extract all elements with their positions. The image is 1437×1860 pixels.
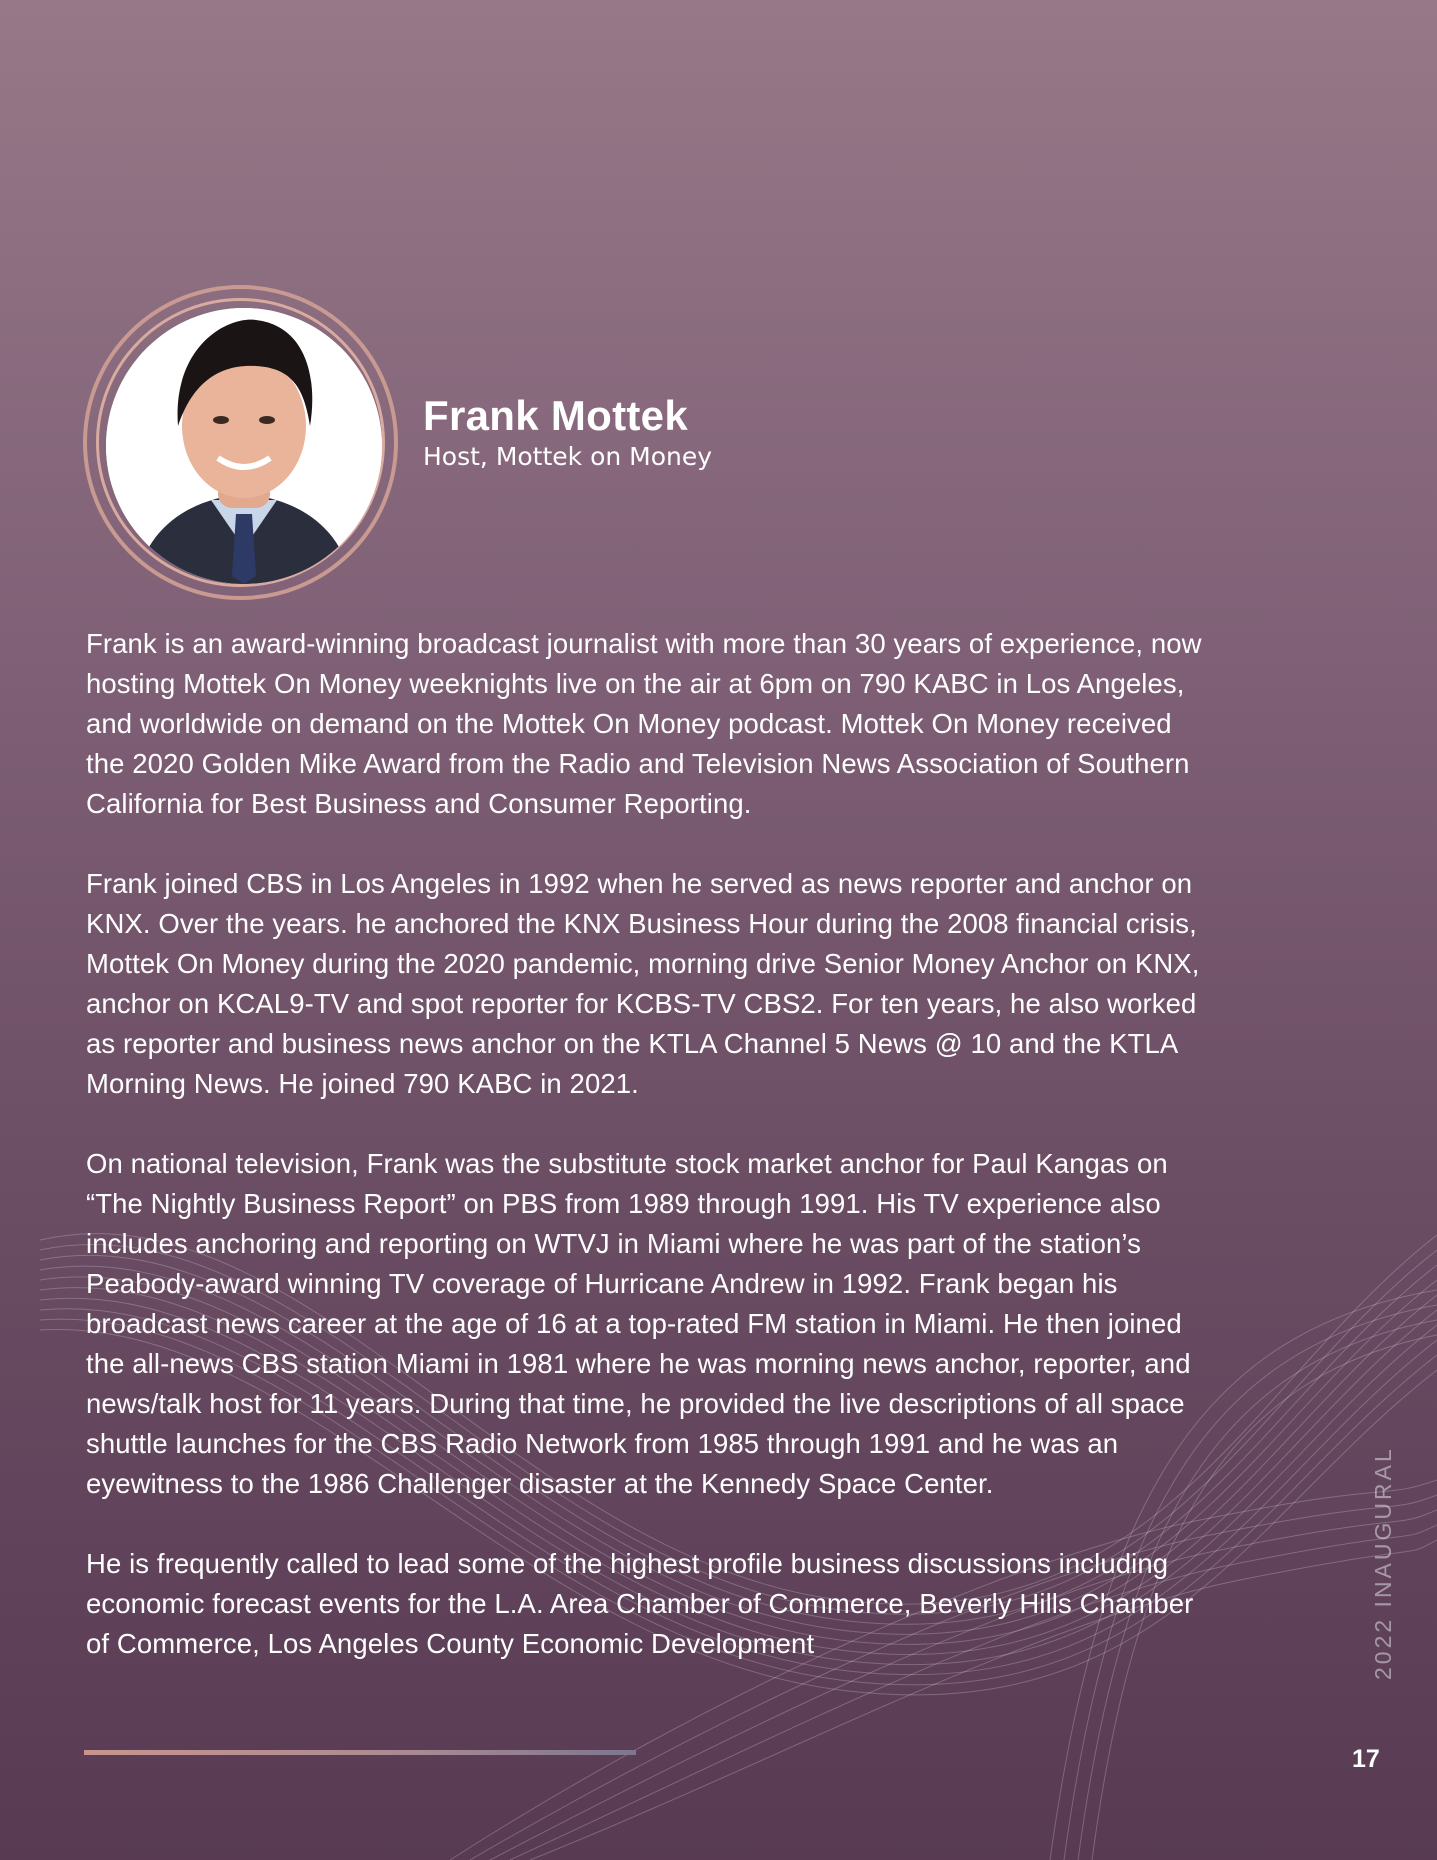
page-number: 17 bbox=[1352, 1745, 1380, 1773]
speaker-name: Frank Mottek bbox=[423, 392, 688, 439]
edition-label: 2022 INAUGURAL bbox=[1370, 1446, 1396, 1680]
headshot-illustration bbox=[106, 308, 382, 584]
bio-paragraph-4: He is frequently called to lead some of the highest profile business discussions including economic forecast events for the L.A. Area Chamber of Commerce, Beverly Hills Chamber of Commerce, Los Angeles County Economic Development bbox=[86, 1548, 1194, 1659]
bio-paragraph-2: Frank joined CBS in Los Angeles in 1992 when he served as news reporter and anchor on KNX. Over the years. he anchored the KNX Business Hour during the 2008 financial crisis, Mottek On Money during the 2020 pandemic, morning drive Senior Money Anchor on KNX, anchor on KCAL9-TV and spot reporter for KCBS-TV CBS2. For ten years, he also worked as reporter and business news anchor on the KTLA Channel 5 News @ 10 and the KTLA Morning News. He joined 790 KABC in 2021. bbox=[86, 868, 1200, 1099]
speaker-role: Host, Mottek on Money bbox=[423, 442, 713, 471]
bio-paragraph-3: On national television, Frank was the substitute stock market anchor for Paul Kangas on “The Nightly Business Report” on PBS from 1989 through 1991. His TV experience also includes anchoring and reporting on WTVJ in Miami where he was part of the station’s Peabody-award winning TV coverage of Hurricane Andrew in 1992. Frank began his broadcast news career at the age of 16 at a top-rated FM station in Miami. He then joined the all-news CBS station Miami in 1981 where he was morning news anchor, reporter, and news/talk host for 11 years. During that time, he provided the live descriptions of all space shuttle launches for the CBS Radio Network from 1985 through 1991 and he was an eyewitness to the 1986 Challenger disaster at the Kennedy Space Center. bbox=[86, 1148, 1191, 1499]
bio-text bbox=[86, 624, 1216, 1682]
headshot-photo bbox=[106, 308, 382, 584]
footer-divider bbox=[84, 1750, 636, 1755]
bio-paragraph-1: Frank is an award-winning broadcast journalist with more than 30 years of experience, now hosting Mottek On Money weeknights live on the air at 6pm on 790 KABC in Los Angeles, and worldwide on demand on the Mottek On Money podcast. Mottek On Money received the 2020 Golden Mike Award from the Radio and Television News Association of Southern California for Best Business and Consumer Reporting. bbox=[86, 628, 1202, 819]
